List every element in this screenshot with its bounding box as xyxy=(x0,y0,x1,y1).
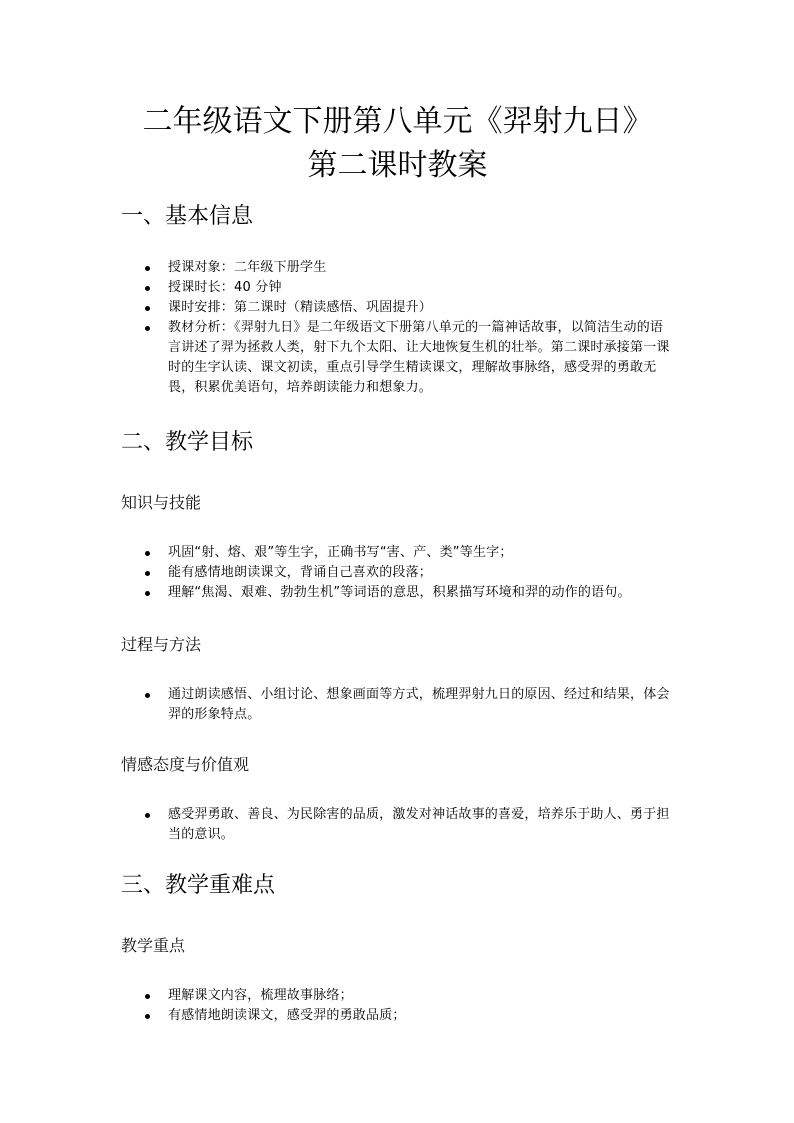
list-item: 理解课文内容，梳理故事脉络； xyxy=(121,986,674,1006)
list-item: 授课对象：二年级下册学生 xyxy=(121,258,674,278)
bullet-icon xyxy=(145,994,150,999)
bullet-icon xyxy=(145,571,150,576)
subsection-heading-knowledge-skills: 知识与技能 xyxy=(121,493,202,512)
subsection-heading-teaching-focus: 教学重点 xyxy=(121,936,186,955)
bullet-icon xyxy=(145,693,150,698)
list-item: 能有感情地朗读课文，背诵自己喜欢的段落； xyxy=(121,563,674,583)
bullet-icon xyxy=(145,591,150,596)
bullet-icon xyxy=(145,326,150,331)
list-item: 感受羿勇敢、善良、为民除害的品质，激发对神话故事的喜爱，培养乐于助人、勇于担当的意识。 xyxy=(121,805,674,845)
subsection-heading-process-methods: 过程与方法 xyxy=(121,635,202,654)
document-title xyxy=(121,100,674,188)
bullet-icon xyxy=(145,813,150,818)
bullet-icon xyxy=(145,286,150,291)
section-heading-key-difficult-points: 三、教学重难点 xyxy=(121,873,276,898)
subsection-heading-emotion-values: 情感态度与价值观 xyxy=(121,755,250,774)
list-item: 有感情地朗读课文，感受羿的勇敢品质； xyxy=(121,1006,674,1026)
list-item: 教材分析：《羿射九日》是二年级语文下册第八单元的一篇神话故事，以简洁生动的语言讲述了羿为拯救人类，射下九个太阳、让大地恢复生机的壮举。第二课时承接第一课时的生字认读、课文初读，重点引导学生精读课文，理解故事脉络，感受羿的勇敢无畏，积累优美语句，培养朗读能力和想象力。 xyxy=(121,318,674,398)
bullet-icon xyxy=(145,266,150,271)
emotion-values-list xyxy=(121,805,674,845)
knowledge-skills-list xyxy=(121,543,674,603)
bullet-icon xyxy=(145,551,150,556)
basic-info-list xyxy=(121,258,674,398)
list-item: 授课时长：40 分钟 xyxy=(121,278,674,298)
list-item: 巩固“射、熔、艰”等生字，正确书写“害、产、类”等生字； xyxy=(121,543,674,563)
section-heading-basic-info: 一、基本信息 xyxy=(121,204,254,229)
teaching-focus-list xyxy=(121,986,674,1026)
process-methods-list xyxy=(121,685,674,725)
list-item: 课时安排：第二课时（精读感悟、巩固提升） xyxy=(121,298,674,318)
bullet-icon xyxy=(145,1014,150,1019)
section-heading-teaching-goals: 二、教学目标 xyxy=(121,430,254,455)
document-title-line2: 第二课时教案 xyxy=(307,148,488,183)
list-item: 理解“焦渴、艰难、勃勃生机”等词语的意思，积累描写环境和羿的动作的语句。 xyxy=(121,583,674,603)
list-item: 通过朗读感悟、小组讨论、想象画面等方式，梳理羿射九日的原因、经过和结果，体会羿的形象特点。 xyxy=(121,685,674,725)
document-title-line1: 二年级语文下册第八单元《羿射九日》 xyxy=(142,104,653,139)
bullet-icon xyxy=(145,306,150,311)
